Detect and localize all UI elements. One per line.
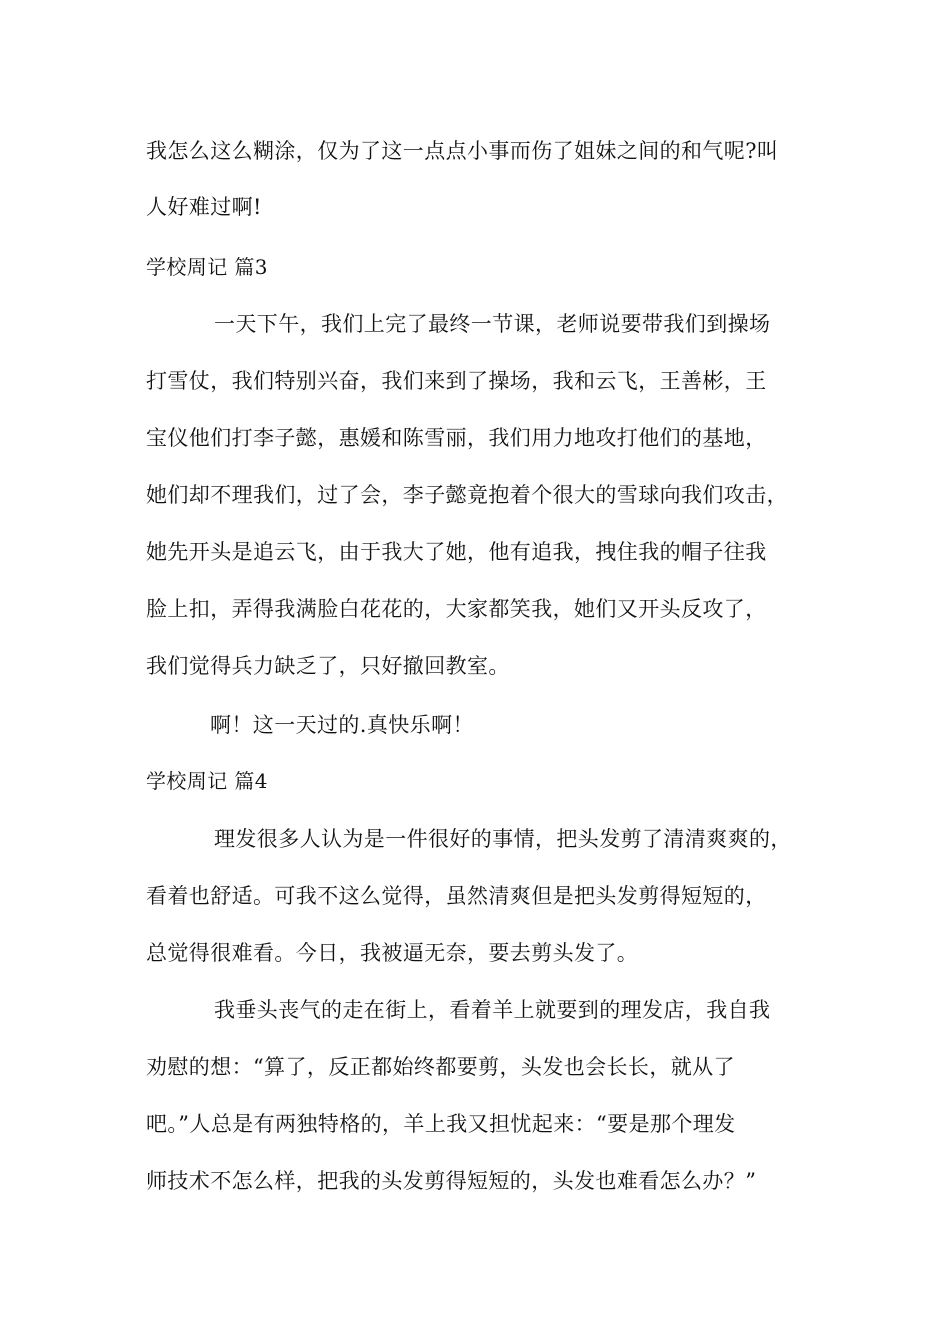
text-line: 人好难过啊! <box>146 195 262 219</box>
text-line: 我们觉得兵力缺乏了，只好撤回教室。 <box>146 654 510 678</box>
text-line: 啊！这一天过的.真快乐啊！ <box>210 713 474 737</box>
text-line: 总觉得很难看。今日，我被逼无奈，要去剪头发了。 <box>146 941 639 965</box>
text-line: 我垂头丧气的走在街上，看着羊上就要到的理发店，我自我 <box>214 998 771 1022</box>
text-line: 我怎么这么糊涂，仅为了这一点点小事而伤了姐妹之间的和气呢?叫 <box>146 139 779 163</box>
text-line: 她先开头是追云飞，由于我大了她，他有追我，拽住我的帽子往我 <box>146 540 767 564</box>
section-heading: 学校周记 篇4 <box>146 769 268 793</box>
text-line: 宝仪他们打李子懿，惠媛和陈雪丽，我们用力地攻打他们的基地， <box>146 426 767 450</box>
text-line: 吧。”人总是有两独特格的，羊上我又担忧起来：“要是那个理发 <box>146 1112 736 1136</box>
section-heading: 学校周记 篇3 <box>146 255 268 279</box>
text-line: 理发很多人认为是一件很好的事情，把头发剪了清清爽爽的， <box>214 827 792 851</box>
text-line: 打雪仗，我们特别兴奋，我们来到了操场，我和云飞，王善彬，王 <box>146 369 767 393</box>
text-line: 师技术不怎么样，把我的头发剪得短短的，头发也难看怎么办？” <box>146 1169 757 1193</box>
text-line: 脸上扣，弄得我满脸白花花的，大家都笑我，她们又开头反攻了， <box>146 597 767 621</box>
text-line: 看着也舒适。可我不这么觉得，虽然清爽但是把头发剪得短短的， <box>146 884 767 908</box>
text-line: 她们却不理我们，过了会，李子懿竟抱着个很大的雪球向我们攻击， <box>146 483 788 507</box>
text-line: 劝慰的想：“算了，反正都始终都要剪，头发也会长长，就从了 <box>146 1055 735 1079</box>
text-line: 一天下午，我们上完了最终一节课，老师说要带我们到操场 <box>214 312 771 336</box>
